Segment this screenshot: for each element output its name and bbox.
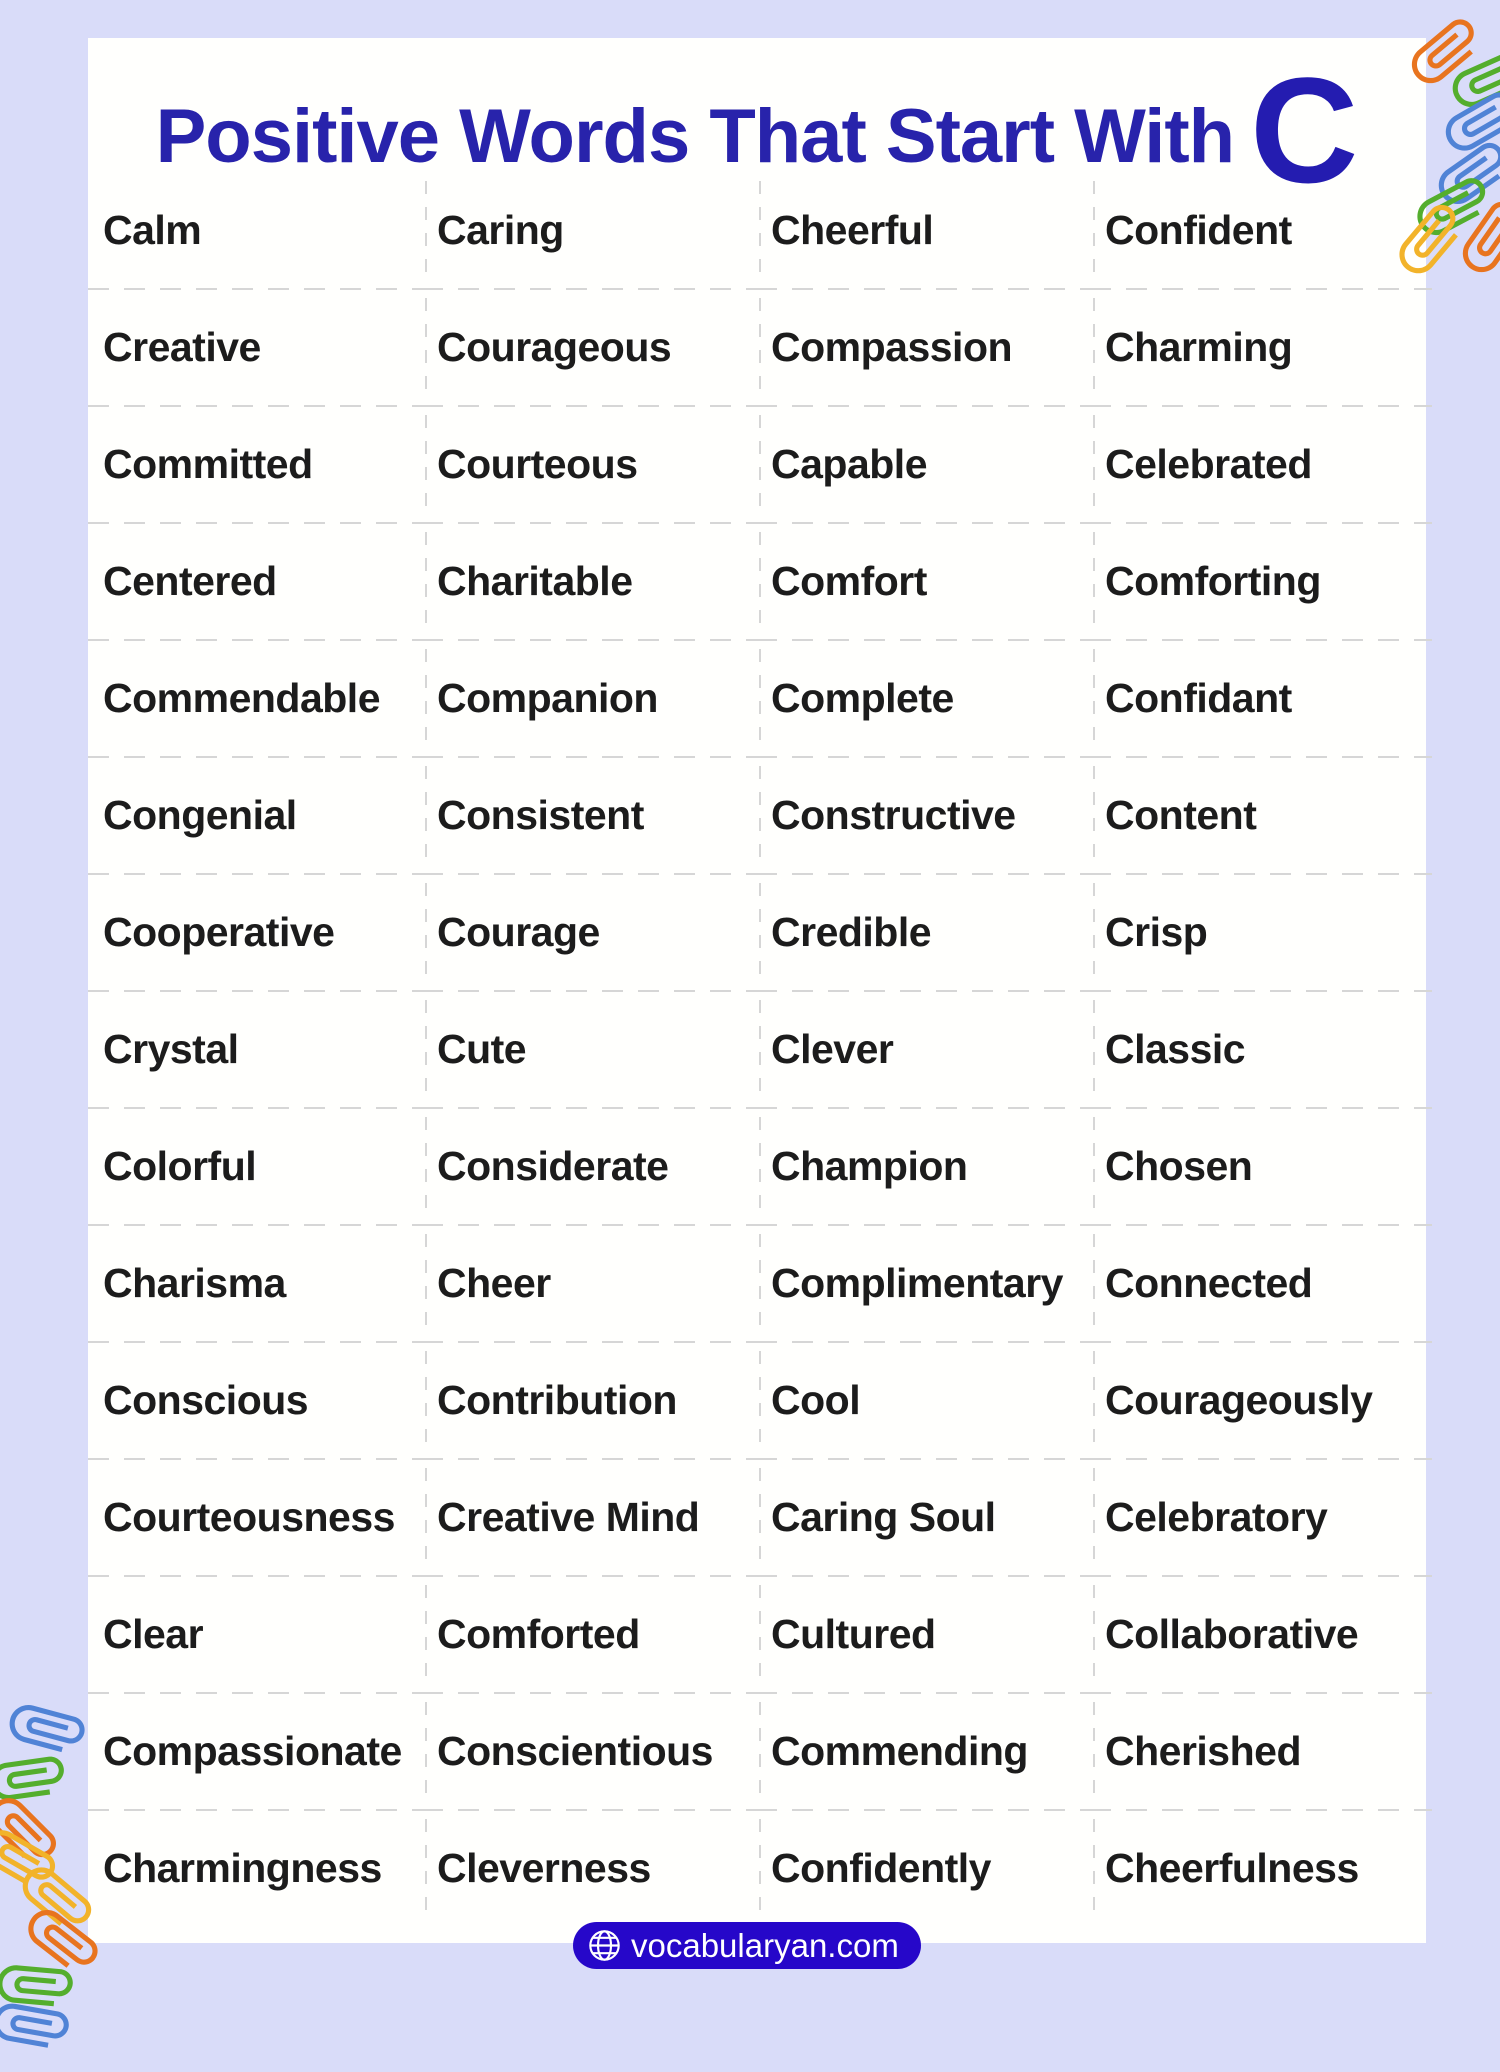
word-cell [426,289,760,406]
word-cell [426,1576,760,1693]
word-cell [92,640,426,757]
word-cell [1094,406,1428,523]
word-label: Congenial [103,792,297,838]
word-label: Crisp [1105,909,1208,955]
word-cell [760,523,1094,640]
word-label: Collaborative [1105,1611,1359,1657]
word-label: Conscious [103,1377,309,1423]
word-card [88,38,1426,1943]
word-label: Consistent [437,792,644,838]
word-cell [760,1576,1094,1693]
word-cell [760,1108,1094,1225]
word-cell [760,1810,1094,1927]
word-label: Charitable [437,558,633,604]
word-label: Cooperative [103,909,335,955]
word-label: Courteousness [103,1494,395,1540]
word-label: Committed [103,441,313,487]
word-cell [92,757,426,874]
word-cell [426,991,760,1108]
word-label: Courteous [437,441,638,487]
word-label: Constructive [771,792,1016,838]
word-label: Cleverness [437,1845,651,1891]
word-cell [760,757,1094,874]
word-cell [1094,1693,1428,1810]
word-label: Caring [437,207,564,253]
highlight-letter-c: C [1250,46,1359,214]
word-label: Content [1105,792,1257,838]
word-label: Classic [1105,1026,1246,1072]
word-label: Courageously [1105,1377,1373,1423]
word-label: Charisma [103,1260,286,1306]
globe-icon [586,1927,623,1964]
word-cell [426,1459,760,1576]
word-cell [1094,1459,1428,1576]
word-cell [1094,640,1428,757]
paperclip-icon [0,1977,78,2072]
words-grid [92,172,1428,1927]
word-cell [426,406,760,523]
word-cell [760,406,1094,523]
word-label: Cherished [1105,1728,1301,1774]
word-cell [1094,1225,1428,1342]
word-cell [760,289,1094,406]
word-label: Caring Soul [771,1494,996,1540]
word-label: Centered [103,558,277,604]
word-label: Comforted [437,1611,640,1657]
word-cell [426,1342,760,1459]
word-cell [760,1693,1094,1810]
word-cell [426,1108,760,1225]
word-cell [426,874,760,991]
word-label: Connected [1105,1260,1313,1306]
word-cell [92,1693,426,1810]
word-cell [760,172,1094,289]
word-label: Cheer [437,1260,551,1306]
word-label: Celebratory [1105,1494,1328,1540]
word-label: Credible [771,909,932,955]
word-cell [92,289,426,406]
word-label: Cool [771,1377,861,1423]
word-cell [426,1693,760,1810]
word-cell [426,1810,760,1927]
word-label: Conscientious [437,1728,713,1774]
word-cell [1094,289,1428,406]
word-cell [426,523,760,640]
word-cell [760,1459,1094,1576]
word-cell [426,757,760,874]
word-label: Compassionate [103,1728,402,1774]
word-label: Contribution [437,1377,677,1423]
word-label: Clever [771,1026,894,1072]
word-cell [1094,172,1428,289]
word-cell [92,1576,426,1693]
word-cell [426,1225,760,1342]
word-label: Celebrated [1105,441,1312,487]
word-label: Companion [437,675,658,721]
word-cell [92,1225,426,1342]
page-title: Positive Words That Start With [155,93,1235,179]
word-label: Creative [103,324,261,370]
word-label: Complete [771,675,954,721]
word-cell [92,172,426,289]
word-cell [426,172,760,289]
word-label: Confident [1105,207,1292,253]
word-label: Confidant [1105,675,1292,721]
word-cell [426,640,760,757]
word-label: Cultured [771,1611,936,1657]
word-label: Charmingness [103,1845,382,1891]
word-cell [1094,1576,1428,1693]
word-cell [1094,1342,1428,1459]
word-label: Courageous [437,324,672,370]
word-label: Cheerful [771,207,934,253]
word-cell [92,874,426,991]
word-cell [1094,1108,1428,1225]
word-cell [92,406,426,523]
word-cell [1094,757,1428,874]
word-label: Complimentary [771,1260,1063,1306]
word-cell [1094,1810,1428,1927]
word-label: Crystal [103,1026,239,1072]
word-label: Confidently [771,1845,991,1891]
site-url: vocabularyan.com [631,1926,899,1964]
word-label: Charming [1105,324,1293,370]
word-cell [760,1225,1094,1342]
word-cell [1094,523,1428,640]
word-label: Cheerfulness [1105,1845,1359,1891]
word-label: Calm [103,207,202,253]
word-label: Cute [437,1026,527,1072]
word-cell [760,874,1094,991]
word-cell [92,1108,426,1225]
word-label: Capable [771,441,927,487]
word-label: Compassion [771,324,1013,370]
word-cell [760,1342,1094,1459]
word-cell [92,1810,426,1927]
word-label: Courage [437,909,600,955]
word-cell [760,640,1094,757]
word-cell [92,523,426,640]
word-label: Clear [103,1611,204,1657]
word-label: Champion [771,1143,968,1189]
word-cell [1094,874,1428,991]
word-label: Comfort [771,558,927,604]
word-cell [92,991,426,1108]
word-label: Commendable [103,675,380,721]
word-cell [1094,991,1428,1108]
word-label: Comforting [1105,558,1321,604]
word-label: Commending [771,1728,1028,1774]
word-cell [92,1459,426,1576]
word-cell [760,991,1094,1108]
word-label: Considerate [437,1143,669,1189]
word-label: Creative Mind [437,1494,700,1540]
word-label: Chosen [1105,1143,1253,1189]
word-label: Colorful [103,1143,257,1189]
site-badge[interactable] [573,1922,921,1969]
word-cell [92,1342,426,1459]
